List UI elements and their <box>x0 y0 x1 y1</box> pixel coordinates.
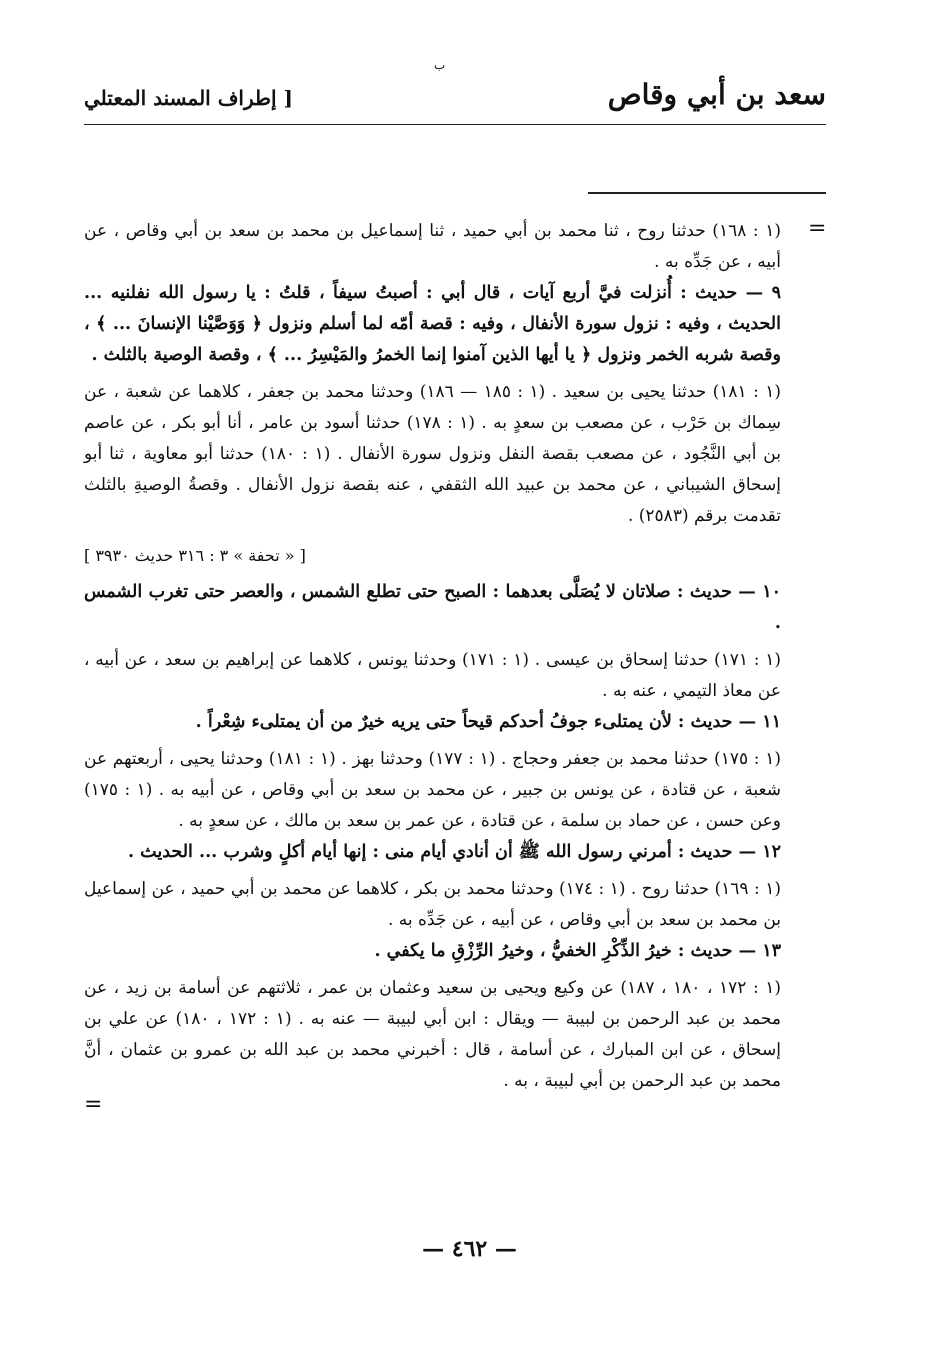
running-header <box>84 78 826 124</box>
isnad-paragraph: (١ : ١٧٢ ، ١٨٠ ، ١٨٧) عن وكيع ويحيى بن سعيد وعثمان بن عمر ، ثلاثتهم عن أسامة بن زيد ، عن محمد بن عبد الرحمن بن لبيبة — ويقال : ابن أبي لبيبة — عنه به . (١ : ١٧٢ ، ١٨٠) عن علي بن إسحاق ، عن ابن المبارك ، عن أسامة ، قال : أخبرني محمد بن عبد الله بن عمرو بن عثمان ، أنَّ محمد بن عبد الرحمن بن أبي لبيبة ، به . <box>84 978 781 1091</box>
hadith-paragraph: ١١ — حديث : لأن يمتلىء جوفُ أحدكم قيحاً حتى يريه خيرٌ من أن يمتلىء شِعْراً . <box>195 712 781 732</box>
hadith-paragraph: ٩ — حديث : أُنزلت فيَّ أربع آيات ، قال أبي : أصبتُ سيفاً ، قلتُ : يا رسول الله نفلنيه ... الحديث ، وفيه : نزول سورة الأنفال ، وفيه : قصة أمّه لما أسلم ونزول ﴿ وَوَصَّيْنا الإنسانَ ... ﴾ ، وقصة شربه الخمر ونزول ﴿ يا أيها الذين آمنوا إنما الخمرُ والمَيْسِرُ ... ﴾ ، وقصة الوصية بالثلث . <box>84 283 781 365</box>
main-text <box>84 210 781 1120</box>
isnad-paragraph: (١ : ١٧١) حدثنا إسحاق بن عيسى . (١ : ١٧١) وحدثنا يونس ، كلاهما عن إبراهيم بن سعد ، عن أبيه ، عن معاذ التيمي ، عنه به . <box>84 650 781 701</box>
section-rule <box>588 192 826 194</box>
header-rule <box>84 124 826 125</box>
page-number: — ٤٦٢ — <box>422 1236 517 1262</box>
isnad-paragraph: (١ : ١٧٥) حدثنا محمد بن جعفر وحجاج . (١ : ١٧٧) وحدثنا بهز . (١ : ١٨١) وحدثنا يحيى ، أربعتهم عن شعبة ، عن قتادة ، عن يونس بن جبير ، عن محمد بن سعد بن أبي وقاص ، عن أبيه به . (١ : ١٧٥) وعن حسن ، عن حماد بن سلمة ، عن قتادة ، عن عمر بن سعد بن مالك ، عن سعدٍ به . <box>84 749 781 831</box>
chapter-title: سعد بن أبي وقاص <box>607 78 826 111</box>
isnad-paragraph: (١ : ١٨١) حدثنا يحيى بن سعيد . (١ : ١٨٥ — ١٨٦) وحدثنا محمد بن جعفر ، كلاهما عن شعبة ، عن سِماك بن حَرْب ، عن مصعب بن سعدٍ به . (١ : ١٧٨) حدثنا أسود بن عامر ، أنا أبو بكر ، عن عاصم بن أبي النَّجُود ، عن مصعب بقصة النفل ونزول سورة الأنفال . (١ : ١٨٠) حدثنا أبو معاوية ، ثنا أبو إسحاق الشيباني ، عن محمد بن عبيد الله الثقفي ، عنه بقصة نزول الأنفال . وقصةُ الوصيةِ بالثلث تقدمت برقم (٢٥٨٣) . <box>84 382 781 526</box>
book-title: [ إطراف المسند المعتلي <box>84 86 293 110</box>
tuhfa-reference: [ « تحفة » ٣ : ٣١٦ حديث ٣٩٣٠ ] <box>84 546 306 565</box>
continuation-mark-start: = <box>808 216 827 241</box>
isnad-paragraph: (١ : ١٦٩) حدثنا روح . (١ : ١٧٤) وحدثنا محمد بن بكر ، كلاهما عن محمد بن أبي حميد ، عن إسماعيل بن محمد بن سعد بن أبي وقاص ، عن أبيه ، عن جَدِّه به . <box>84 879 781 930</box>
hadith-paragraph: ١٢ — حديث : أمرني رسول الله ﷺ أن أنادي أيام منى : إنها أيام أكلٍ وشرب ... الحديث . <box>127 842 781 862</box>
hadith-paragraph: ١٣ — حديث : خيرُ الذِّكْرِ الخفيُّ ، وخيرُ الرِّزْقِ ما يكفي . <box>374 941 781 961</box>
isnad-paragraph: (١ : ١٦٨) حدثنا روح ، ثنا محمد بن أبي حميد ، ثنا إسماعيل بن محمد بن سعد بن أبي وقاص ، عن أبيه ، عن جَدِّه به . <box>84 221 781 272</box>
top-mark: ب <box>434 58 446 72</box>
hadith-paragraph: ١٠ — حديث : صلاتان لا يُصَلَّى بعدهما : الصبح حتى تطلع الشمس ، والعصر حتى تغرب الشمس . <box>84 582 781 633</box>
continuation-mark-end: = <box>84 1092 103 1117</box>
